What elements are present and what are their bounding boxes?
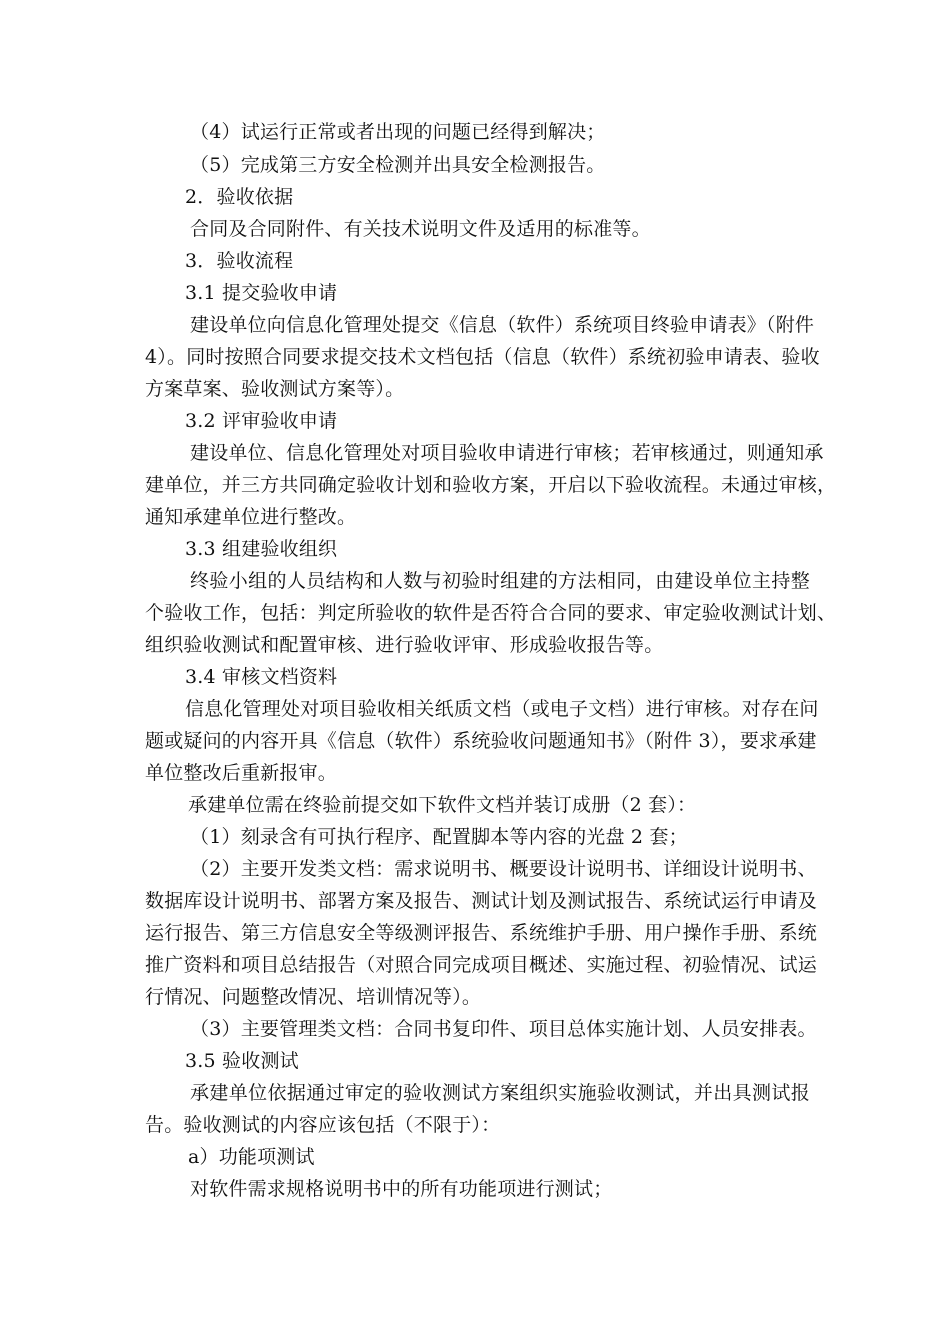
paragraph-line: 行情况、问题整改情况、培训情况等）。 — [145, 986, 482, 1008]
paragraph-line: 建单位，并三方共同确定验收计划和验收方案，开启以下验收流程。未通过审核， — [145, 474, 837, 496]
subsection-heading: 3.1 提交验收申请 — [185, 282, 338, 304]
subsection-heading: 3.5 验收测试 — [185, 1050, 299, 1072]
list-item: （4）试运行正常或者出现的问题已经得到解决； — [190, 121, 606, 143]
paragraph-line: 数据库设计说明书、部署方案及报告、测试计划及测试报告、系统试运行申请及 — [145, 890, 818, 912]
list-item: （5）完成第三方安全检测并出具安全检测报告。 — [190, 154, 606, 176]
paragraph-line: 题或疑问的内容开具《信息（软件）系统验收问题通知书》（附件 3），要求承建 — [145, 730, 817, 752]
list-item: （1）刻录含有可执行程序、配置脚本等内容的光盘 2 套； — [190, 826, 688, 848]
paragraph-line: 对软件需求规格说明书中的所有功能项进行测试； — [190, 1178, 613, 1200]
paragraph-line: 承建单位依据通过审定的验收测试方案组织实施验收测试，并出具测试报 — [190, 1082, 810, 1104]
subsection-heading: 3.4 审核文档资料 — [185, 666, 338, 688]
section-heading: 3．验收流程 — [185, 250, 294, 272]
paragraph-line: 合同及合同附件、有关技术说明文件及适用的标准等。 — [190, 218, 651, 240]
paragraph-line: 建设单位、信息化管理处对项目验收申请进行审核；若审核通过，则通知承 — [190, 442, 824, 464]
paragraph-line: 信息化管理处对项目验收相关纸质文档（或电子文档）进行审核。对存在问 — [185, 698, 819, 720]
paragraph-line: 组织验收测试和配置审核、进行验收评审、形成验收报告等。 — [145, 634, 664, 656]
list-item: （3）主要管理类文档：合同书复印件、项目总体实施计划、人员安排表。 — [190, 1018, 817, 1040]
paragraph-line: 单位整改后重新报审。 — [145, 762, 338, 784]
section-heading: 2．验收依据 — [185, 186, 294, 208]
paragraph-line: 告。验收测试的内容应该包括（不限于）： — [145, 1114, 501, 1136]
paragraph-line: 运行报告、第三方信息安全等级测评报告、系统维护手册、用户操作手册、系统 — [145, 922, 818, 944]
subsection-heading: 3.3 组建验收组织 — [185, 538, 338, 560]
paragraph-line: 个验收工作，包括：判定所验收的软件是否符合合同的要求、审定验收测试计划、 — [145, 602, 837, 624]
paragraph-line: 通知承建单位进行整改。 — [145, 506, 357, 528]
paragraph-line: 建设单位向信息化管理处提交《信息（软件）系统项目终验申请表》（附件 — [190, 314, 815, 336]
list-item: （2）主要开发类文档：需求说明书、概要设计说明书、详细设计说明书、 — [190, 858, 817, 880]
paragraph-line: 方案草案、验收测试方案等）。 — [145, 378, 405, 400]
paragraph-line: 4）。同时按照合同要求提交技术文档包括（信息（软件）系统初验申请表、验收 — [145, 346, 820, 368]
list-item: a）功能项测试 — [188, 1146, 315, 1168]
paragraph-line: 终验小组的人员结构和人数与初验时组建的方法相同，由建设单位主持整 — [190, 570, 810, 592]
subsection-heading: 3.2 评审验收申请 — [185, 410, 338, 432]
paragraph-line: 推广资料和项目总结报告（对照合同完成项目概述、实施过程、初验情况、试运 — [145, 954, 818, 976]
paragraph-line: 承建单位需在终验前提交如下软件文档并装订成册（2 套）： — [188, 794, 697, 816]
